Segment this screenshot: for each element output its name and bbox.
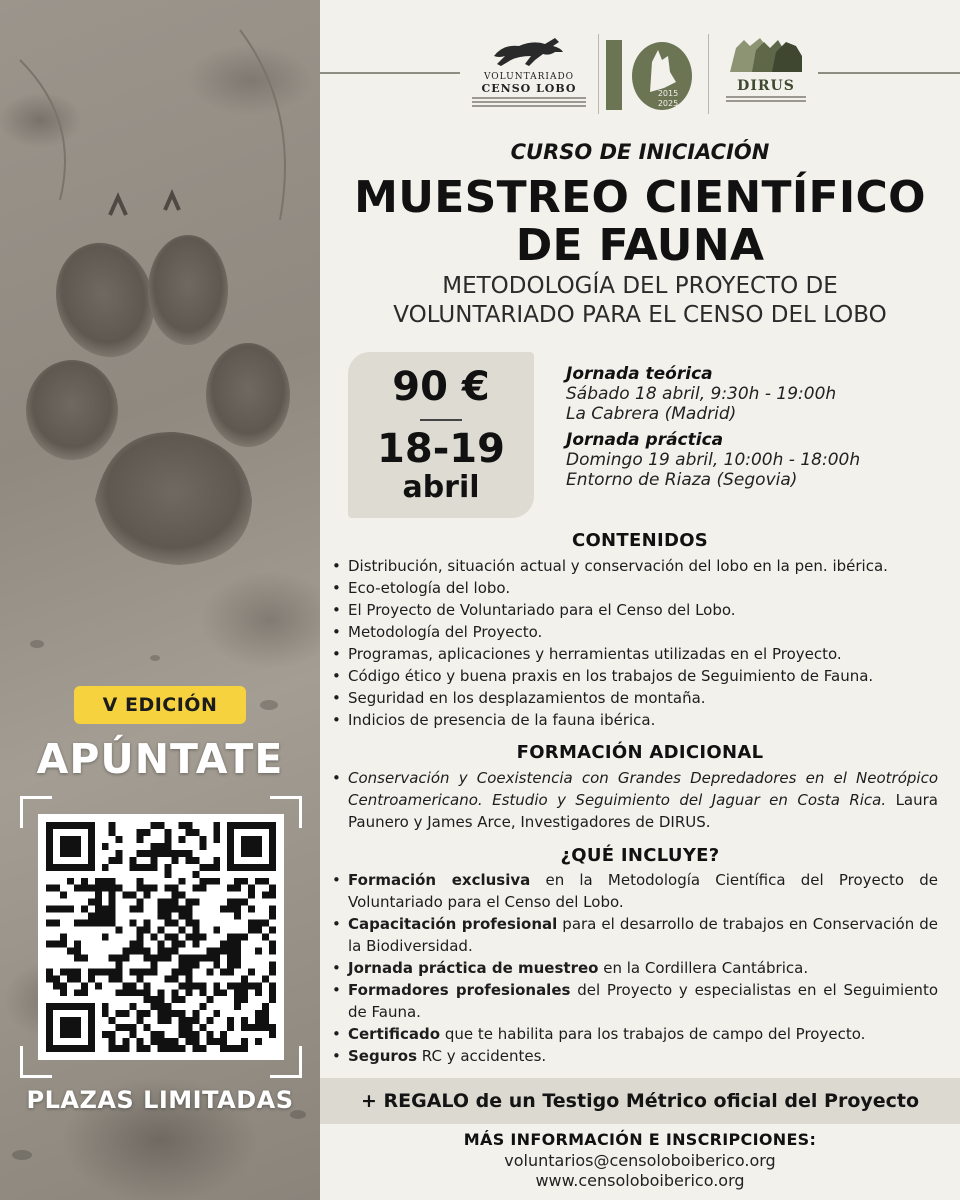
course-type: CURSO DE INICIACIÓN [510, 140, 770, 164]
course-info-panel [320, 0, 960, 1200]
signup-heading: APÚNTATE [36, 735, 284, 783]
price: 90 € [392, 364, 490, 410]
list-item: • Distribución, situación actual y conservación del lobo en la pen. ibérica. [332, 555, 938, 577]
theory-day-heading: Jornada teórica [566, 364, 713, 384]
left-photo-panel [0, 0, 320, 1200]
practice-day-time: Domingo 19 abril, 10:00h - 18:00h [566, 450, 861, 470]
list-item: • Seguridad en los desplazamientos de montaña. [332, 687, 938, 709]
course-title: MUESTREO CIENTÍFICO DE FAUNA [354, 172, 926, 271]
contents-list [332, 555, 938, 731]
wolf-paw-print-image [0, 0, 320, 620]
svg-text:2025: 2025 [657, 99, 679, 108]
censo-lobo-logo: VOLUNTARIADO CENSO LOBO [462, 30, 596, 120]
list-item: • Conservación y Coexistencia con Grandes Depredadores en el Neotrópico Centroamericano. Estudio y Seguimiento del Jaguar en Costa Rica. Laura Paunero y James Arce, Investigadores de DIRUS. [332, 767, 938, 833]
course-month: abril [402, 470, 480, 505]
practice-day-location: Entorno de Riaza (Segovia) [566, 470, 798, 490]
practice-day-heading: Jornada práctica [566, 430, 724, 450]
list-item: • El Proyecto de Voluntariado para el Censo del Lobo. [332, 599, 938, 621]
ten-years-logo [602, 32, 692, 114]
svg-text:2015: 2015 [657, 89, 679, 98]
extra-training-heading: FORMACIÓN ADICIONAL [516, 742, 764, 763]
website-link[interactable]: www.censoloboiberico.org [535, 1171, 745, 1190]
signup-qr-code[interactable] [38, 814, 284, 1060]
dirus-logo: DIRUS [718, 32, 814, 118]
list-item: • Jornada práctica de muestreo en la Cordillera Cantábrica. [332, 957, 938, 979]
list-item: • Programas, aplicaciones y herramientas utilizadas en el Proyecto. [332, 643, 938, 665]
course-subtitle: METODOLOGÍA DEL PROYECTO DE VOLUNTARIADO PARA EL CENSO DEL LOBO [393, 273, 887, 328]
gift-banner: + REGALO de un Testigo Métrico oficial del Proyecto [320, 1078, 960, 1124]
includes-heading: ¿QUÉ INCLUYE? [560, 845, 720, 866]
list-item: • Formación exclusiva en la Metodología Científica del Proyecto de Voluntariado para el Censo del Lobo. [332, 869, 938, 913]
price-date-box [348, 352, 534, 518]
list-item: • Eco-etología del lobo. [332, 577, 938, 599]
list-item: • Formadores profesionales del Proyecto y especialistas en el Seguimiento de Fauna. [332, 979, 938, 1023]
qr-code-frame [20, 796, 302, 1078]
list-item: • Seguros RC y accidentes. [332, 1045, 938, 1067]
theory-day-location: La Cabrera (Madrid) [566, 404, 737, 424]
contact-email-link[interactable]: voluntarios@censoloboiberico.org [504, 1151, 776, 1170]
edition-badge: V EDICIÓN [74, 686, 246, 724]
header-rule-right [818, 72, 960, 74]
limited-places-label: PLAZAS LIMITADAS [26, 1086, 294, 1114]
info-heading: MÁS INFORMACIÓN E INSCRIPCIONES: [463, 1130, 817, 1149]
list-item: • Certificado que te habilita para los trabajos de campo del Proyecto. [332, 1023, 938, 1045]
running-wolf-icon [489, 30, 569, 70]
list-item: • Metodología del Proyecto. [332, 621, 938, 643]
list-item: • Indicios de presencia de la fauna ibérica. [332, 709, 938, 731]
theory-day-time: Sábado 18 abril, 9:30h - 19:00h [566, 384, 837, 404]
contents-heading: CONTENIDOS [571, 530, 709, 551]
includes-list [332, 869, 938, 1067]
list-item: • Capacitación profesional para el desarrollo de trabajos en Conservación de la Biodiversidad. [332, 913, 938, 957]
schedule [566, 364, 956, 490]
extra-training-list [332, 767, 938, 833]
list-item: • Código ético y buena praxis en los trabajos de Seguimiento de Fauna. [332, 665, 938, 687]
predators-silhouette-icon [726, 32, 806, 76]
header-rule-left [320, 72, 460, 74]
course-dates: 18-19 [377, 426, 505, 472]
